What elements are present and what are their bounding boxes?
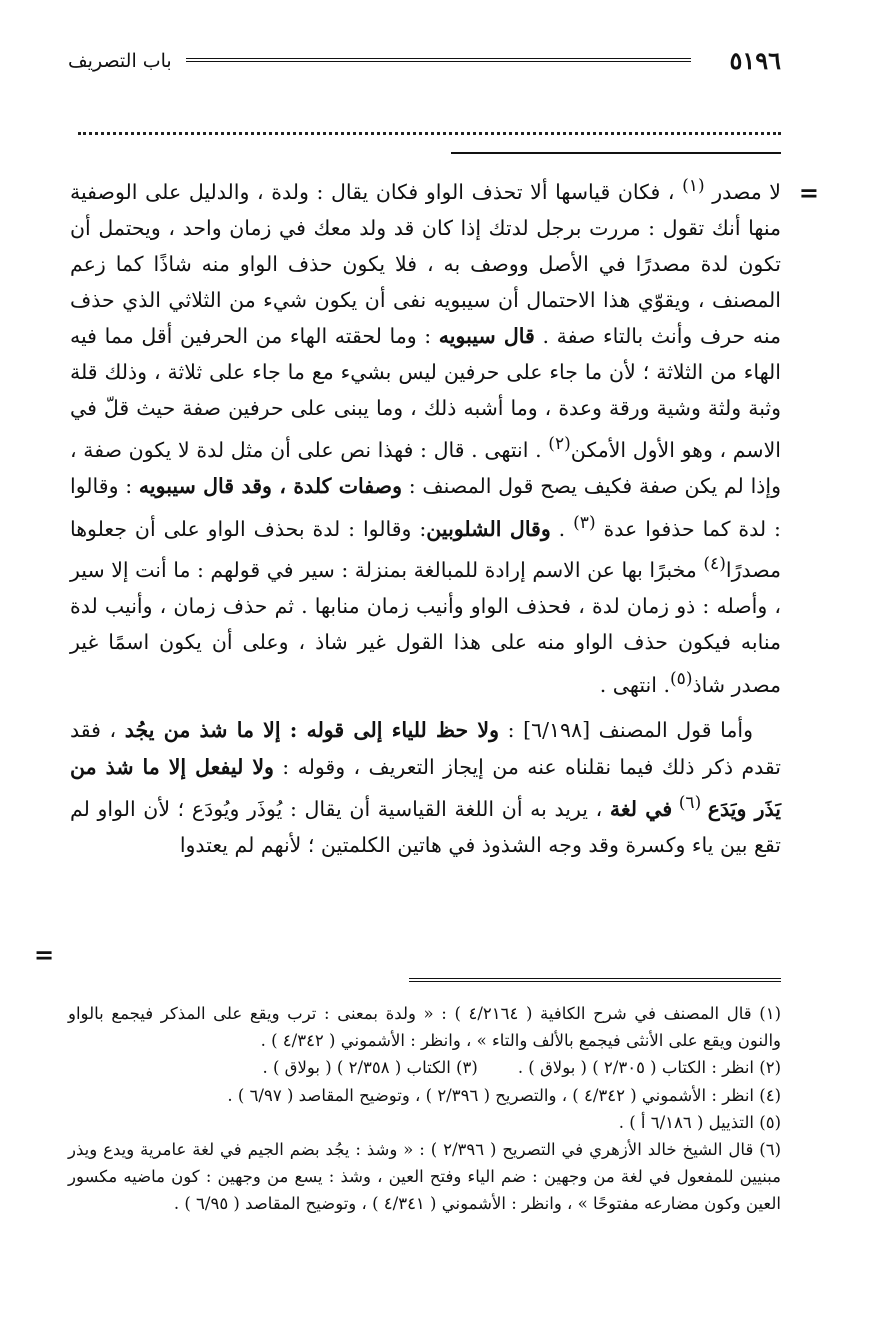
chapter-title: باب التصريف [68, 50, 172, 72]
continuation-mark-bottom: = [34, 940, 55, 969]
main-text [70, 168, 781, 863]
footnote-6: (٦) قال الشيخ خالد الأزهري في التصريح ( ٢/٣٩٦ ) : « وشذ : يجُد بضم الجيم في لغة عامرية ويدع ويذر مبنيين للمفعول في لغة من وجهين : ضم الياء وفتح العين ، وشذ : يسع من وجهين : كون ماضيه مكسور العين وكون مضارعه مفتوحًا » ، وانظر : الأشموني ( ٤/٣٤١ ) ، وتوضيح المقاصد ( ٦/٩٥ ) . [68, 1140, 781, 1214]
footnote-separator [409, 978, 781, 984]
section-rule [451, 152, 781, 154]
bold-phrase: في لغة [609, 796, 673, 821]
footnote-ref-3: (٣) [573, 512, 596, 533]
paragraph-1: لا مصدر $^{(١)}$ ، فكان قياسها ألا تحذف الواو فكان يقال : ولدة ، والدليل على الوصفية منها أنك تقول : مررت برجل لدتك إذا كان قد ولد معك في زمان واحد ، ويحتمل أن تكون لدة مصدرًا في الأصل ووصف به ، فلا يكون حذف الواو منه شاذًا كما زعم المصنف ، ويقوّي هذا الاحتمال أن سيبويه نفى أن يكون شيء من الثلاثي الذي حذف منه حرف وأنث بالتاء صفة . قال سيبويه : وما لحقته الهاء من الحرفين أقل مما فيه الهاء من الثلاثة ؛ لأن ما جاء على حرفين ليس بشيء مع ما جاء على ثلاثة ، وذلك قلة وثبة ولثة وشية ورقة وعدة ، وما أشبه ذلك ، وما يبنى على حرفين صفة حيث قلّ في الاسم ، وهو الأول الأمكن$^{(٢)}$ . انتهى . قال : فهذا نص على أن مثل لدة لا يكون صفة ، وإذا لم يكن صفة فكيف يصح قول المصنف : وصفات كلدة ، وقد قال سيبويه : وقالوا : لدة كما حذفوا عدة $^{(٣)}$ . وقال الشلوبين: وقالوا : لدة بحذف الواو على أن جعلوها مصدرًا$^{(٤)}$ مخبرًا بها عن الاسم إرادة للمبالغة بمنزلة : سير في قولهم : ما أنت إلا سير ، وأصله : ذو زمان لدة ، فحذف الواو وأنيب زمان منابها . ثم حذف زمان ، وأنيب لدة منابه فيكون حذف الواو منه على هذا القول غير شاذ ، وعلى أن يكون اسمًا غير مصدر شاذ$^{(٥)}$. انتهى . [70, 176, 781, 697]
footnote-ref-2: (٢) [548, 434, 571, 455]
footnote-ref-5: (٥) [669, 668, 693, 689]
footnote-row-2-3 [68, 1054, 781, 1081]
header-double-rule [186, 58, 691, 64]
bold-phrase: وقال الشلوبين [426, 516, 551, 541]
footnote-1: (١) قال المصنف في شرح الكافية ( ٤/٢١٦٤ ) : « ولدة بمعنى : ترب ويقع على المذكر فيجمع بالواو والنون ويقع على الأنثى فيجمع بالألف والتاء » ، وانظر : الأشموني ( ٤/٣٤٢ ) . [68, 1004, 781, 1051]
footnote-ref-4: (٤) [703, 554, 726, 575]
bold-phrase: وصفات كلدة ، وقد قال سيبويه [138, 474, 402, 499]
footnote-ref-6: (٦) [672, 792, 708, 813]
footnotes [68, 1000, 781, 1218]
dotted-separator [78, 112, 781, 135]
footnote-4: (٤) انظر : الأشموني ( ٤/٣٤٢ ) ، والتصريح ( ٢/٣٩٦ ) ، وتوضيح المقاصد ( ٦/٩٧ ) . [227, 1085, 781, 1105]
bold-phrase: ولا حظ للياء إلى قوله : إلا ما شذ من يجُد [124, 718, 499, 743]
footnote-3: (٣) الكتاب ( ٢/٣٥٨ ) ( بولاق ) . [262, 1058, 478, 1078]
page-number: ٥١٩٦ [729, 46, 781, 75]
bold-phrase: ولا ليفعل إلا ما شذ من يَذَر ويَدَع [70, 754, 782, 821]
footnote-2: (٢) انظر : الكتاب ( ٢/٣٠٥ ) ( بولاق ) . [517, 1058, 781, 1078]
paragraph-2: وأما قول المصنف [٦/١٩٨] : ولا حظ للياء إلى قوله : إلا ما شذ من يجُد ، فقد تقدم ذكر ذلك فيما نقلناه عنه من إيجاز التعريف ، وقوله : ولا ليفعل إلا ما شذ من يَذَر ويَدَع $^{(٦)}$ في لغة ، يريد به أن اللغة القياسية أن يقال : يُوذَر ويُودَع ؛ لأن الواو لم تقع بين ياء وكسرة وقد وجه الشذوذ في هاتين الكلمتين ؛ لأنهم لم يعتدوا [70, 718, 782, 857]
continuation-mark-top: = [798, 178, 819, 207]
bold-phrase: قال سيبويه [438, 324, 535, 349]
page-header [68, 44, 781, 78]
footnote-ref-1: (١) [682, 176, 705, 196]
footnote-5: (٥) التذييل ( ٦/١٨٦ أ ) . [618, 1112, 781, 1132]
